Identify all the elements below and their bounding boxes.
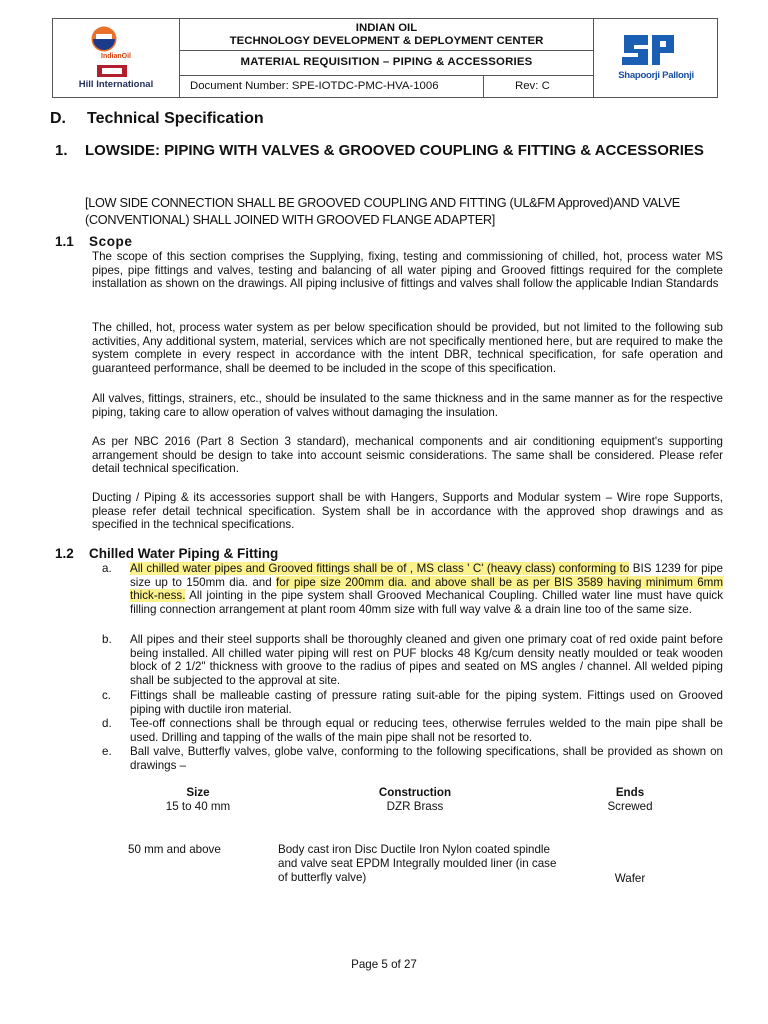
section-letter: D.	[50, 110, 66, 127]
scope-paragraph-2: The chilled, hot, process water system as per below specification should be provided, but not limited to the following sub activities, Any additional system, material, services which are not specifically mentioned here, but are required to make the system complete in every respect in accordance with the intent DBR, technical specification, for safe operation and guaranteed performance, shall be deemed to be included in the scope of this specification.	[92, 321, 723, 375]
header-org: INDIAN OIL	[355, 22, 418, 34]
right-logo-cell	[593, 19, 718, 97]
heading-number: 1.	[55, 142, 68, 159]
list-marker: d.	[102, 717, 112, 730]
list-item-e	[92, 745, 723, 772]
page-number: Page 5 of 27	[351, 958, 417, 971]
list-text: All pipes and their steel supports shall be thoroughly cleaned and given one primary coat of red oxide paint before being installed. All chilled water piping will rest on PUF blocks 48 Kg/cum density neatly moulded or teak wooden block of 2 1/2" thickness with groove to the radius of pipes and seated on MS angles / channel. All welded piping shall be subjected to the approval at site.	[130, 633, 723, 687]
scope-paragraph-1: The scope of this section comprises the Supplying, fixing, testing and commissioning of chilled, hot, process water MS pipes, pipe fittings and valves, testing and balancing of all water piping and Grooved fittings required for the complete installation as shown on the drawings. All piping inclusive of fittings and valves shall follow the applicable Indian Standards	[92, 250, 723, 290]
list-text: Tee-off connections shall be through equal or reducing tees, otherwise ferrules welded to the main pipe shall be used. Drilling and tapping of the walls of the main pipe shall not be resorted to.	[130, 717, 723, 744]
highlighted-text: All chilled water pipes and Grooved fittings shall be of , MS class ' C' (heavy class) conforming to	[130, 562, 630, 575]
scope-paragraph-4: As per NBC 2016 (Part 8 Section 3 standard), mechanical components and air conditioning equipment's supporting arrangement should be design to take into account seismic considerations. The same shall be considered. Please refer detail technical specification.	[92, 435, 723, 475]
table-cell-ends: Wafer	[614, 872, 646, 885]
list-item-c	[92, 689, 723, 716]
table-cell-construction: DZR Brass	[386, 800, 444, 813]
plain-text: BIS 1239 for pipe size up to 150mm dia. and	[130, 562, 724, 589]
header-doc-row	[180, 76, 593, 97]
list-text	[130, 562, 723, 616]
shapoorji-pallonji-logo-icon	[618, 31, 678, 69]
highlighted-text: for pipe size 200mm dia. and above shall be as per BIS 3589 having minimum 6mm thick-ness.	[130, 575, 723, 602]
heading-lowside	[55, 141, 722, 160]
list-item-d	[92, 717, 723, 744]
shapoorji-pallonji-name: Shapoorji Pallonji	[618, 70, 694, 81]
left-logo-cell	[53, 19, 180, 97]
scope-number: 1.1	[55, 234, 74, 249]
header-center	[180, 19, 593, 97]
list-marker: e.	[102, 745, 112, 758]
list-marker: a.	[102, 562, 112, 575]
list-text: Fittings shall be malleable casting of pressure rating suit-able for the piping system. Fittings used on Grooved piping with ductile iron material.	[130, 689, 723, 716]
header-title: MATERIAL REQUISITION – PIPING & ACCESSORIES	[180, 51, 593, 76]
table-header-ends: Ends	[615, 786, 645, 799]
doc-separator	[483, 76, 484, 97]
table-cell-size: 50 mm and above	[128, 843, 221, 856]
chilled-number: 1.2	[55, 546, 74, 561]
header-org-block	[180, 19, 593, 51]
indianoil-logo-icon	[91, 25, 117, 53]
header-center-name: TECHNOLOGY DEVELOPMENT & DEPLOYMENT CENTER	[229, 35, 544, 47]
table-header-construction: Construction	[378, 786, 452, 799]
table-cell-size: 15 to 40 mm	[165, 800, 231, 813]
document-header	[52, 18, 718, 98]
table-cell-construction: Body cast iron Disc Ductile Iron Nylon coated spindle and valve seat EPDM Integrally moulded liner (in case of butterfly valve)	[278, 843, 557, 884]
list-item-b	[92, 633, 723, 687]
list-text: Ball valve, Butterfly valves, globe valve, conforming to the following specifications, shall be provided as shown on drawings –	[130, 745, 723, 772]
doc-revision: Rev: C	[515, 80, 550, 92]
section-heading	[50, 110, 264, 128]
hill-logo-icon	[97, 65, 127, 77]
list-marker: c.	[102, 689, 112, 702]
scope-title: Scope	[89, 234, 133, 249]
chilled-title: Chilled Water Piping & Fitting	[89, 546, 279, 561]
list-marker: b.	[102, 633, 112, 646]
hill-name: Hill International	[78, 79, 154, 90]
table-cell-ends: Screwed	[607, 800, 653, 813]
list-item-a	[92, 562, 723, 616]
scope-paragraph-3: All valves, fittings, strainers, etc., should be insulated to the same thickness and in the same manner as for the respective piping, taking care to allow operation of valves without damaging the insulation.	[92, 392, 723, 419]
chilled-heading	[55, 546, 278, 561]
indianoil-name: IndianOil	[101, 53, 131, 60]
connection-note: [LOW SIDE CONNECTION SHALL BE GROOVED COUPLING AND FITTING (UL&FM Approved)AND VALVE (CONVENTIONAL) SHALL JOINED WITH GROOVED FLANGE ADAPTER]	[85, 196, 680, 227]
doc-number: Document Number: SPE-IOTDC-PMC-HVA-1006	[190, 80, 439, 92]
scope-paragraph-5: Ducting / Piping & its accessories support shall be with Hangers, Supports and Modular system – Wire rope Supports, please refer detail technical specification. System shall be in accordance with the approved shop drawings and as specified in the technical specifications.	[92, 491, 723, 531]
scope-heading	[55, 234, 133, 249]
heading-text: LOWSIDE: PIPING WITH VALVES & GROOVED COUPLING & FITTING & ACCESSORIES	[85, 142, 704, 159]
section-title: Technical Specification	[87, 110, 264, 127]
table-header-size: Size	[186, 786, 210, 799]
plain-text: All jointing in the pipe system shall Grooved Mechanical Coupling. Chilled water line must have quick filling connection arrangement at plant room 40mm size with full way valve & a drain line too of the same size.	[130, 589, 723, 616]
